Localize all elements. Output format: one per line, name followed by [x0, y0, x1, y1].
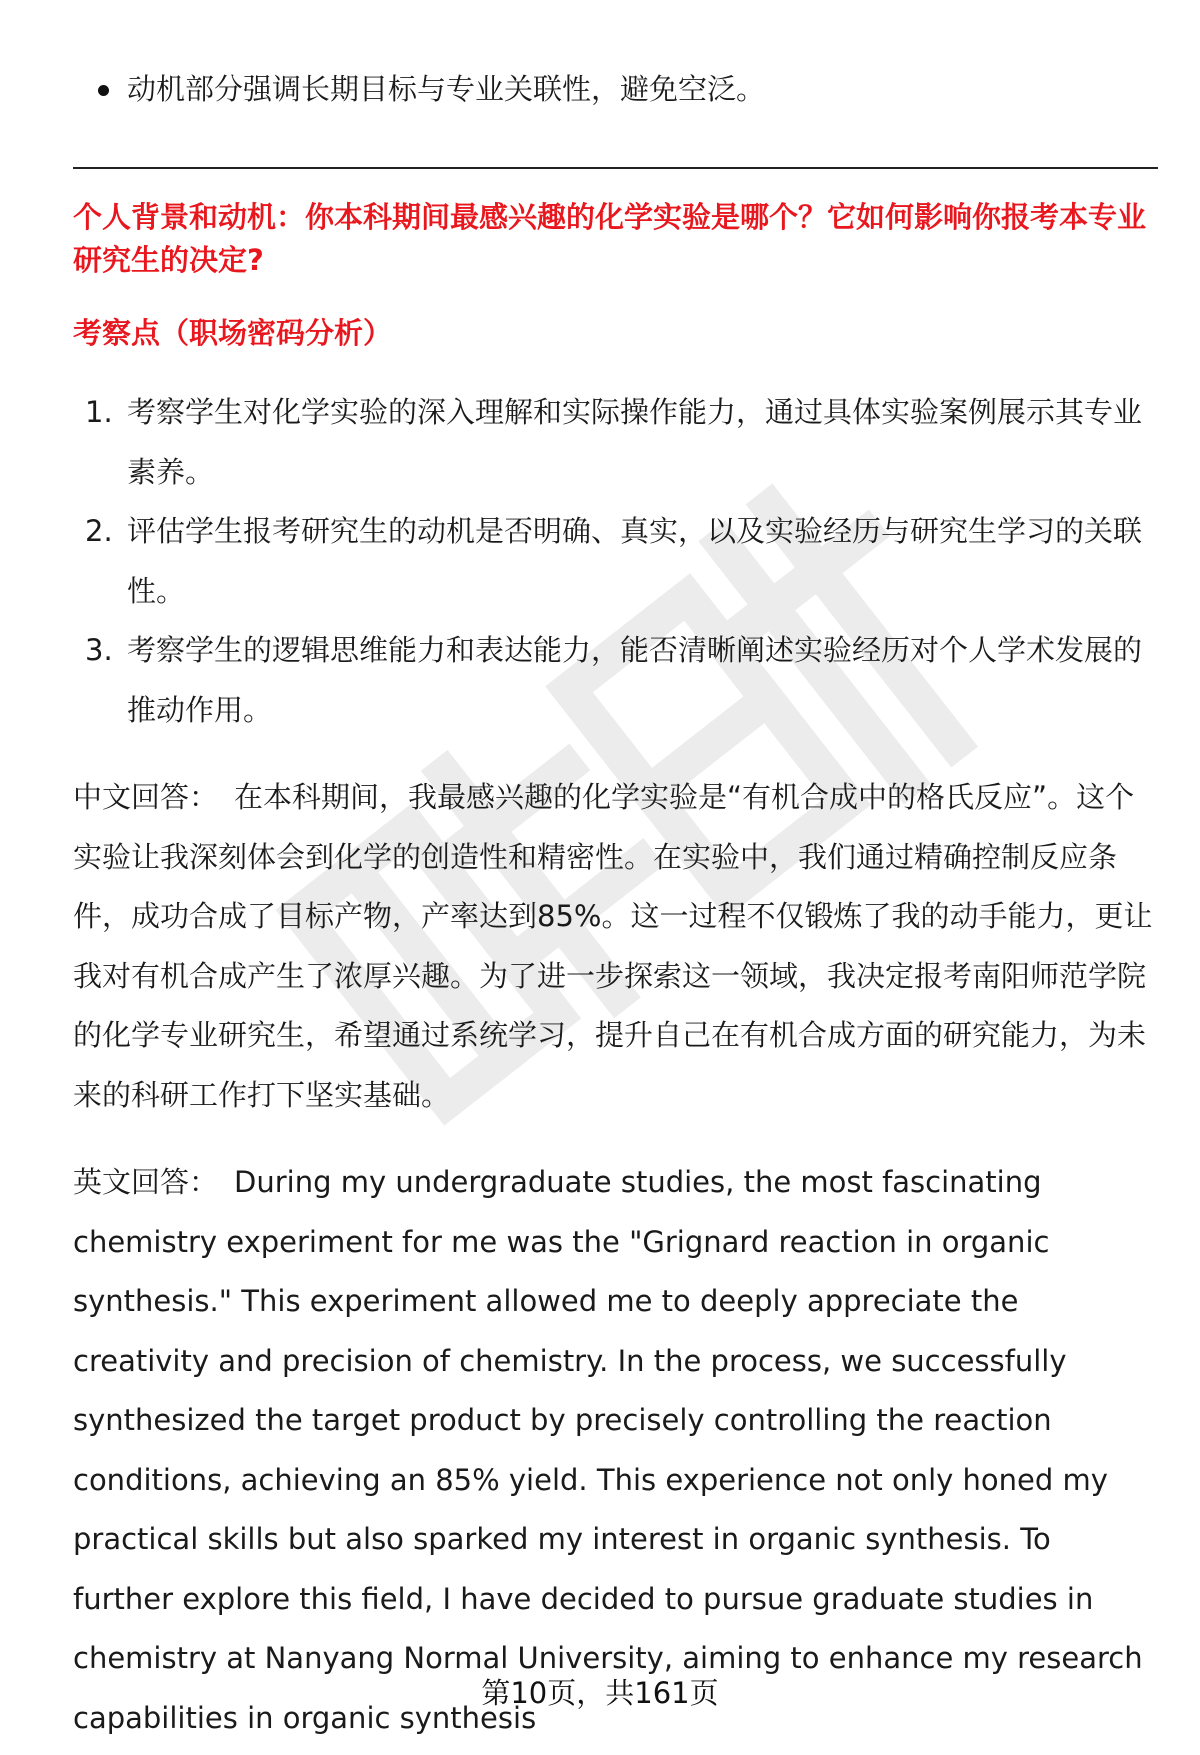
bullet-text: 动机部分强调长期目标与专业关联性，避免空泛。 — [127, 72, 766, 106]
analysis-section-title: 考察点（职场密码分析） — [73, 316, 393, 350]
question-heading: 个人背景和动机：你本科期间最感兴趣的化学实验是哪个？它如何影响你报考本专业研究生的决定? — [73, 200, 1147, 277]
list-item — [73, 383, 1158, 502]
list-item — [73, 621, 1158, 740]
list-item-number: 3. — [85, 633, 113, 667]
section-divider — [73, 167, 1158, 169]
document-page — [73, 0, 1158, 1755]
list-item-number: 1. — [85, 395, 113, 429]
list-item-text: 评估学生报考研究生的动机是否明确、真实，以及实验经历与研究生学习的关联性。 — [127, 514, 1143, 608]
summary-bullet-list — [73, 62, 1158, 116]
list-item-number: 2. — [85, 514, 113, 548]
chinese-answer-paragraph — [73, 768, 1158, 1125]
english-answer-label: 英文回答： — [73, 1165, 219, 1199]
chinese-answer-text: 在本科期间，我最感兴趣的化学实验是“有机合成中的格氏反应”。这个实验让我深刻体会到化学的创造性和精密性。在实验中，我们通过精确控制反应条件，成功合成了目标产物，产率达到85%。这一过程不仅锻炼了我的动手能力，更让我对有机合成产生了浓厚兴趣。为了进一步探索这一领域，我决定报考南阳师范学院的化学专业研究生，希望通过系统学习，提升自己在有机合成方面的研究能力，为未来的科研工作打下坚实基础。 — [73, 780, 1153, 1112]
chinese-answer-label: 中文回答： — [73, 780, 219, 814]
analysis-point-list — [73, 383, 1158, 740]
list-item-text: 考察学生的逻辑思维能力和表达能力，能否清晰阐述实验经历对个人学术发展的推动作用。 — [127, 633, 1143, 727]
english-answer-text: During my undergraduate studies, the most fascinating chemistry experiment for me was the "Grignard reaction in organic synthesis." This experiment allowed me to deeply appreciate the creativity and precision of chemistry. In the process, we successfully synthesized the target product by precisely controlling the reaction conditions, achieving an 85% yield. This experience not only honed my practical skills but also sparked my interest in organic synthesis. To further explore this field, I have decided to pursue graduate studies in chemistry at Nanyang Normal University, aiming to enhance my research capabilities in organic synthesis — [73, 1165, 1143, 1735]
bullet-item — [73, 62, 1158, 116]
bullet-dot-icon — [98, 85, 109, 96]
english-answer-paragraph — [73, 1153, 1158, 1748]
list-item — [73, 502, 1158, 621]
page-footer: 第10页，共161页 — [481, 1676, 719, 1710]
list-item-text: 考察学生对化学实验的深入理解和实际操作能力，通过具体实验案例展示其专业素养。 — [127, 395, 1143, 489]
